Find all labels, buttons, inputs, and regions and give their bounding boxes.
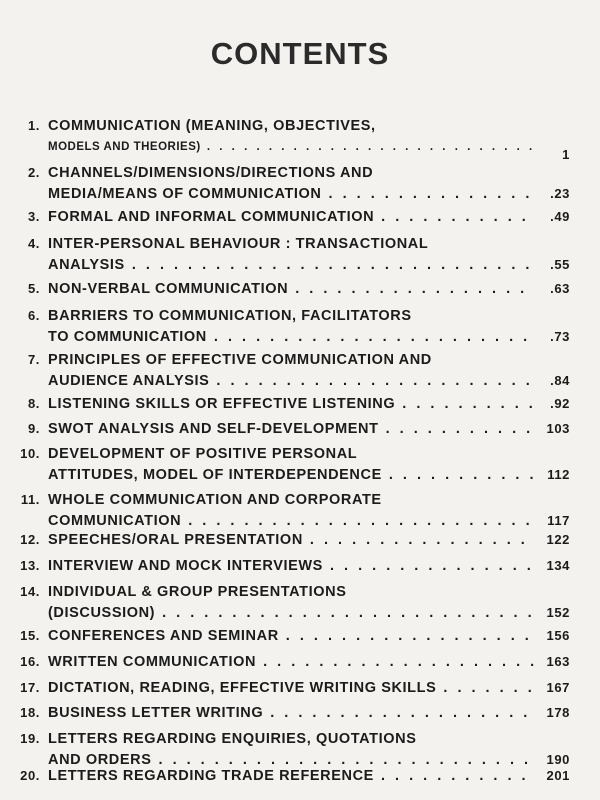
entry-title-line: TO COMMUNICATION . . . . . . . . . . . . . . . . . . . . . . . [48,329,531,345]
entry-title-line: SWOT ANALYSIS AND SELF-DEVELOPMENT . . . . . . . . . . . [48,421,534,437]
leader-dots: . . . . . . . . . . . . . . . . . . . . . . . . . [181,513,533,529]
entry-title [48,652,540,673]
entry-title [48,678,540,699]
leader-dots: . . . . . . . . . . . . . . . [321,186,533,202]
entry-number: 11. [20,492,40,507]
entry-title-line: BUSINESS LETTER WRITING . . . . . . . . . . . . . . . . . . . [48,705,531,721]
leader-dots: . . . . . . . . . . . . . . . . [302,532,528,548]
leader-dots: . . . . . . . . . . . [373,768,529,784]
entry-page-number: 1 [562,147,570,162]
entry-title-line: FORMAL AND INFORMAL COMMUNICATION . . . . . . . . . . . [48,209,529,225]
entry-title [48,207,540,228]
entry-title-line: AND ORDERS . . . . . . . . . . . . . . . . . . . . . . . . . . . [48,752,532,768]
entry-title [48,444,540,486]
entry-page-number: 190 [546,752,570,767]
entry-title-line: PRINCIPLES OF EFFECTIVE COMMUNICATION AND [48,352,432,368]
entry-title [48,234,540,276]
entry-title-line: COMMUNICATION . . . . . . . . . . . . . . . . . . . . . . . . . [48,513,533,529]
entry-number: 19. [20,731,40,746]
entry-page-number: .23 [550,186,570,201]
entry-page-number: .84 [550,373,570,388]
entry-title-line: INTER-PERSONAL BEHAVIOUR : TRANSACTIONAL [48,236,429,252]
entry-title-line: MODELS AND THEORIES) . . . . . . . . . . . . . . . . . . . . . . . . . . . [48,141,536,153]
leader-dots: . . . . . . . . . . . . . . . . . . . . . . . . . . . [155,605,535,621]
entry-title [48,626,540,647]
leader-dots: . . . . . . . . . . . [381,467,537,483]
entry-title [48,490,540,532]
entry-number: 16. [20,654,40,669]
entry-title-line: COMMUNICATION (MEANING, OBJECTIVES, [48,118,376,134]
entry-title [48,116,540,158]
entry-page-number: 152 [546,605,570,620]
entry-title-line: DICTATION, READING, EFFECTIVE WRITING SKILLS . . . . . . . [48,680,535,696]
entry-title-line: DEVELOPMENT OF POSITIVE PERSONAL [48,446,358,462]
entry-title [48,394,540,415]
entry-title-line: (DISCUSSION) . . . . . . . . . . . . . . . . . . . . . . . . . . . [48,605,535,621]
leader-dots: . . . . . . . . . . [395,396,536,412]
entry-title-line: MEDIA/MEANS OF COMMUNICATION . . . . . . . . . . . . . . . [48,186,533,202]
page-title: CONTENTS [210,36,390,71]
entry-number: 7. [27,352,40,367]
entry-title [48,306,540,348]
entry-title [48,703,540,724]
entry-number: 17. [20,680,40,695]
entry-number: 4. [27,236,40,251]
leader-dots: . . . . . . . . . . . . . . . . . . . . . . . [209,373,533,389]
leader-dots: . . . . . . . . . . . [378,421,534,437]
entry-page-number: 103 [546,421,570,436]
entry-title-line: ANALYSIS . . . . . . . . . . . . . . . . . . . . . . . . . . . . . [48,257,533,273]
entry-title-line: SPEECHES/ORAL PRESENTATION . . . . . . . . . . . . . . . . [48,532,528,548]
entry-title [48,419,540,440]
leader-dots: . . . . . . . . . . . [374,209,529,225]
leader-dots: . . . . . . . . . . . . . . . . . . . . . . . . . . . [200,141,536,153]
entry-number: 9. [27,421,40,436]
entry-page-number: 178 [546,705,570,720]
leader-dots: . . . . . . . . . . . . . . . . . . . . . . . [206,329,531,345]
leader-dots: . . . . . . . . . . . . . . . [322,558,534,574]
entry-page-number: .55 [550,257,570,272]
entry-number: 3. [27,209,40,224]
entry-page-number: .73 [550,329,570,344]
entry-title-line: INTERVIEW AND MOCK INTERVIEWS . . . . . . . . . . . . . . . [48,558,534,574]
entry-page-number: 156 [546,628,570,643]
entry-page-number: .92 [550,396,570,411]
entry-page-number: 167 [546,680,570,695]
entry-number: 8. [27,396,40,411]
entry-number: 13. [20,558,40,573]
leader-dots: . . . . . . . . . . . . . . . . . . [278,628,532,644]
entry-number: 18. [20,705,40,720]
entry-title-line: CONFERENCES AND SEMINAR . . . . . . . . . . . . . . . . . . [48,628,532,644]
entry-number: 20. [20,768,40,783]
entry-page-number: 117 [547,513,570,528]
entry-title [48,582,540,624]
leader-dots: . . . . . . . . . . . . . . . . . . . . [256,654,538,670]
entry-number: 6. [27,308,40,323]
entry-page-number: 201 [546,768,570,783]
entry-title [48,530,540,551]
entry-title-line: ATTITUDES, MODEL OF INTERDEPENDENCE . . . . . . . . . . . [48,467,537,483]
leader-dots: . . . . . . . . . . . . . . . . . . . . . . . . . . . [151,752,532,768]
entry-page-number: 112 [547,467,570,482]
leader-dots: . . . . . . . . . . . . . . . . . [288,281,528,297]
entry-title-line: INDIVIDUAL & GROUP PRESENTATIONS [48,584,347,600]
entry-number: 14. [20,584,40,599]
entry-number: 1. [27,118,40,133]
entry-title-line: WRITTEN COMMUNICATION . . . . . . . . . . . . . . . . . . . . [48,654,538,670]
entry-title-line: LISTENING SKILLS OR EFFECTIVE LISTENING . . . . . . . . . . [48,396,536,412]
entry-page-number: .49 [550,209,570,224]
entry-page-number: 122 [546,532,570,547]
entry-number: 12. [20,532,40,547]
entry-page-number: .63 [550,281,570,296]
entry-number: 10. [20,446,40,461]
entry-title [48,556,540,577]
entry-title [48,766,540,787]
entry-title-line: CHANNELS/DIMENSIONS/DIRECTIONS AND [48,165,374,181]
entry-title [48,279,540,300]
entry-title-line: NON-VERBAL COMMUNICATION . . . . . . . . . . . . . . . . . [48,281,528,297]
entry-number: 15. [20,628,40,643]
entry-title [48,350,540,392]
entry-title-line: BARRIERS TO COMMUNICATION, FACILITATORS [48,308,412,324]
entry-page-number: 134 [546,558,570,573]
leader-dots: . . . . . . . . . . . . . . . . . . . . . . . . . . . . . [124,257,533,273]
entry-title-line: AUDIENCE ANALYSIS . . . . . . . . . . . . . . . . . . . . . . . [48,373,533,389]
entry-title-line: LETTERS REGARDING ENQUIRIES, QUOTATIONS [48,731,417,747]
entry-title-line: LETTERS REGARDING TRADE REFERENCE . . . . . . . . . . . [48,768,529,784]
entry-number: 2. [27,165,40,180]
entry-page-number: 163 [546,654,570,669]
entry-title [48,729,540,771]
leader-dots: . . . . . . . . . . . . . . . . . . . [263,705,531,721]
entry-number: 5. [27,281,40,296]
entry-title-line: WHOLE COMMUNICATION AND CORPORATE [48,492,382,508]
leader-dots: . . . . . . . [436,680,535,696]
entry-title [48,163,540,205]
